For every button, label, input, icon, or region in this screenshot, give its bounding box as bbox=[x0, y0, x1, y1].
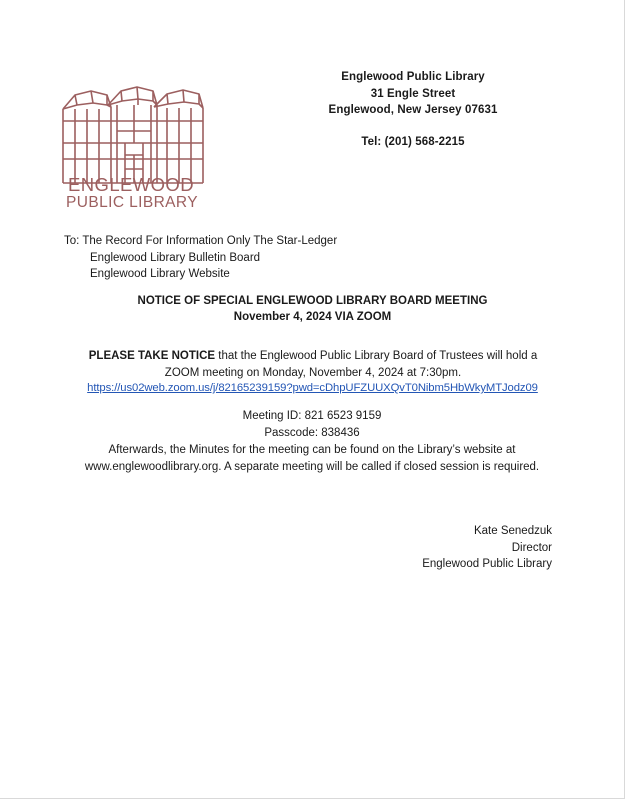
letterhead-address-block bbox=[258, 69, 568, 150]
notice-heading-line-2: November 4, 2024 VIA ZOOM bbox=[233, 311, 392, 323]
zoom-link-container bbox=[0, 378, 625, 396]
meeting-passcode: Passcode: 838436 bbox=[264, 426, 360, 439]
notice-body-paragraph bbox=[78, 348, 548, 382]
logo-word-englewood: ENGLEWOOD bbox=[68, 174, 194, 195]
logo-word-public-library: PUBLIC LIBRARY bbox=[66, 194, 198, 211]
meeting-details-block bbox=[62, 408, 562, 475]
recipients-block bbox=[64, 233, 337, 283]
meeting-id: Meeting ID: 821 6523 9159 bbox=[242, 410, 382, 422]
notice-heading-line-1: NOTICE OF SPECIAL ENGLEWOOD LIBRARY BOARD MEETING bbox=[137, 295, 488, 307]
letterhead bbox=[0, 0, 625, 215]
please-take-notice-lead: PLEASE TAKE NOTICE bbox=[88, 349, 216, 362]
signature-block bbox=[300, 523, 552, 573]
recipient-line-2: Englewood Library Bulletin Board bbox=[90, 251, 261, 264]
afterwards-line-1: Afterwards, the Minutes for the meeting can be found on the Library’s website at bbox=[108, 444, 516, 456]
telephone: Tel: (201) 568-2215 bbox=[361, 135, 465, 148]
city-state-zip: Englewood, New Jersey 07631 bbox=[328, 104, 498, 116]
library-building-logo-icon bbox=[55, 83, 210, 211]
afterwards-line-2: www.englewoodlibrary.org. A separate meeting will be called if closed session is required. bbox=[84, 460, 540, 473]
recipient-line-3: Englewood Library Website bbox=[90, 268, 230, 280]
zoom-meeting-link[interactable]: https://us02web.zoom.us/j/82165239159?pwd=cDhpUFZUUXQvT0Nibm5HbWkyMTJodz09 bbox=[87, 382, 538, 394]
notice-heading bbox=[0, 293, 625, 325]
signer-organization: Englewood Public Library bbox=[422, 558, 552, 570]
street-address: 31 Engle Street bbox=[370, 87, 456, 100]
signer-title: Director bbox=[511, 541, 552, 554]
signer-name: Kate Senedzuk bbox=[473, 525, 552, 537]
org-name: Englewood Public Library bbox=[341, 71, 485, 83]
notice-body-rest: that the Englewood Public Library Board of Trustees will hold a ZOOM meeting on Monday, November 4, 2024 at 7:30pm. bbox=[164, 349, 538, 379]
recipient-line-1: To: The Record For Information Only The Star-Ledger bbox=[64, 235, 338, 247]
